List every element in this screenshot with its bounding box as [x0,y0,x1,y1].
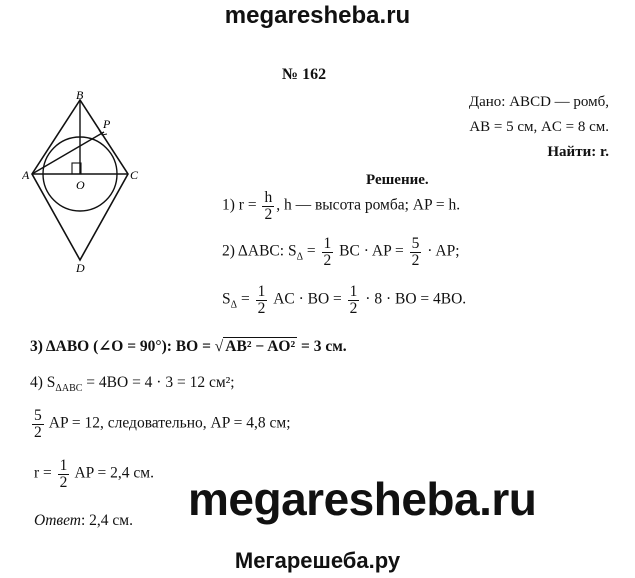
label-a: A [22,168,30,182]
watermark-middle: megaresheba.ru [188,473,537,525]
rhombus-figure [22,88,142,273]
label-o: O [76,178,85,192]
solution-title: Решение. [366,172,429,188]
problem-number: № 162 [282,66,327,83]
step-1-prefix: 1) r = [222,196,257,214]
label-c: C [130,168,139,182]
given-line-2: AB = 5 см, AC = 8 см. [469,119,609,135]
fraction-one-half-3: $\frac{1}{2}$ [349,283,358,317]
fraction-five-half: $\frac{5}{2}$ [411,235,420,269]
fraction-five-half-2: $\frac{5}{2}$ [34,407,42,441]
find-line: Найти: r. [547,144,609,160]
step-1-text: , h — высота ромба; AP = h. [276,196,461,214]
label-b: B [76,88,84,102]
label-p: P [103,117,111,131]
watermark-bottom: Мегарешеба.ру [234,548,401,573]
step-3: 3) ΔABO (∠O = 90°): BO = √ AB² − AO² = 3 см. [30,338,347,355]
watermark-top: megaresheba.ru [224,2,411,29]
step-2: 2) ΔABC: $S_\Delta$ = $\frac{1}{2}$ BC · AP = $\frac{5}{2}$ · AP; [222,235,460,269]
step-6: r = $\frac{1}{2}$ AP = 2,4 см. [34,457,154,491]
answer-label: Ответ [34,512,81,529]
step-1 [222,190,460,222]
label-d: D [76,261,85,273]
answer-line [34,512,133,530]
fraction-one-half-2: $\frac{1}{2}$ [257,283,266,317]
fraction-h-2: $\frac{h}{2}$ [264,189,273,223]
fraction-one-half-4: $\frac{1}{2}$ [59,457,68,491]
fraction-one-half: $\frac{1}{2}$ [323,235,332,269]
step-4: 4) $S_{\Delta ABC} = 4BO = 4 \cdot 3 = 12$ см²; [30,374,235,395]
answer-value: : 2,4 см. [80,512,133,529]
step-5: $\frac{5}{2}$ AP = 12, следовательно, AP = 4,8 см; [34,407,291,441]
given-line-1: Дано: ABCD — ромб, [468,94,609,110]
step-2-area: $S_\Delta$ = $\frac{1}{2}$ AC · BO = $\frac{1}{2}$ · 8 · BO = 4BO. [222,283,467,317]
sqrt-expression: AB² − AO² [225,338,296,355]
